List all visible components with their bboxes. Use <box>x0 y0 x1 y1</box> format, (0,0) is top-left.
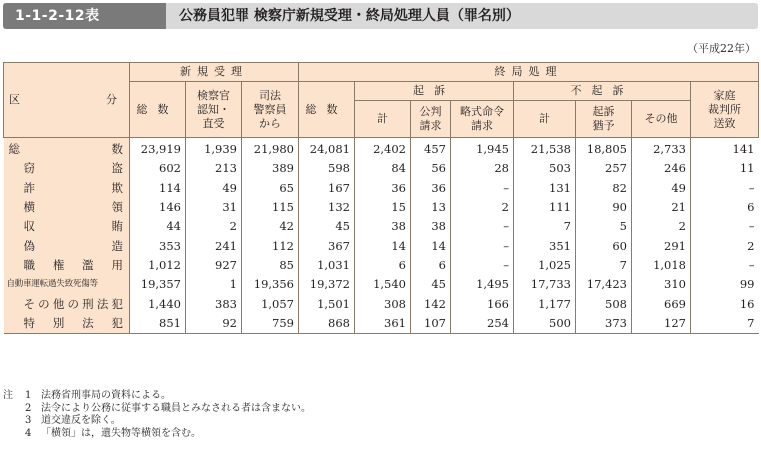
table-cell: 598 <box>299 159 355 178</box>
table-cell: 927 <box>186 256 242 275</box>
table-cell: – <box>451 236 514 255</box>
table-cell: 15 <box>355 198 411 217</box>
table-cell: 1,057 <box>242 294 299 313</box>
table-cell: 868 <box>299 314 355 334</box>
table-title: 公務員犯罪 検察庁新規受理・終局処理人員（罪名別） <box>179 8 520 24</box>
table-cell: 503 <box>514 159 576 178</box>
table-cell: 2 <box>451 198 514 217</box>
table-cell: 7 <box>514 217 576 236</box>
table-cell: 28 <box>451 159 514 178</box>
table-cell: 11 <box>691 159 759 178</box>
table-cell: 167 <box>299 179 355 198</box>
table-cell: 7 <box>691 314 759 334</box>
table-cell: 1,031 <box>299 256 355 275</box>
table-cell: 142 <box>411 294 451 313</box>
table-cell: 38 <box>355 217 411 236</box>
table-cell: 42 <box>242 217 299 236</box>
table-cell: 13 <box>411 198 451 217</box>
table-cell: 82 <box>576 179 632 198</box>
table-cell: 56 <box>411 159 451 178</box>
table-cell: 14 <box>411 236 451 255</box>
table-cell: 2 <box>186 217 242 236</box>
table-cell: 17,733 <box>514 275 576 294</box>
table-cell: 213 <box>186 159 242 178</box>
data-table <box>3 62 759 334</box>
table-cell: 1 <box>186 275 242 294</box>
table-cell: 246 <box>632 159 691 178</box>
table-cell: 16 <box>691 294 759 313</box>
table-cell: 107 <box>411 314 451 334</box>
new-receipt-header: 新規受理 <box>130 63 299 82</box>
table-row <box>4 198 759 217</box>
table-cell: 17,423 <box>576 275 632 294</box>
table-cell: 257 <box>576 159 632 178</box>
table-cell: 111 <box>514 198 576 217</box>
table-cell: 241 <box>186 236 242 255</box>
table-cell: – <box>451 179 514 198</box>
prosecution-header: 起訴 <box>355 82 514 101</box>
table-row <box>4 179 759 198</box>
prosecutor-recognized-header: 検察官 認知・ 直受 <box>186 82 242 138</box>
row-label: 窃盗 <box>4 159 130 178</box>
table-cell: 2 <box>691 236 759 255</box>
new-total-header: 総数 <box>130 82 186 138</box>
table-cell: 23,919 <box>130 138 186 160</box>
row-label: その他の刑法犯 <box>4 294 130 313</box>
table-cell: 1,501 <box>299 294 355 313</box>
table-cell: 115 <box>242 198 299 217</box>
table-cell: 602 <box>130 159 186 178</box>
table-cell: 21,980 <box>242 138 299 160</box>
table-cell: 1,939 <box>186 138 242 160</box>
table-cell: 6 <box>411 256 451 275</box>
table-cell: 166 <box>451 294 514 313</box>
table-cell: 21 <box>632 198 691 217</box>
table-cell: 310 <box>632 275 691 294</box>
other-header: その他 <box>632 101 691 138</box>
table-cell: 669 <box>632 294 691 313</box>
table-cell: 291 <box>632 236 691 255</box>
table-cell: 457 <box>411 138 451 160</box>
kubun-right: 分 <box>106 93 123 106</box>
table-cell: 508 <box>576 294 632 313</box>
table-row <box>4 294 759 313</box>
table-cell: 49 <box>186 179 242 198</box>
row-label: 詐欺 <box>4 179 130 198</box>
final-disposition-header: 終局処理 <box>299 63 759 82</box>
table-cell: 759 <box>242 314 299 334</box>
table-cell: 85 <box>242 256 299 275</box>
family-court-header: 家庭 裁判所 送致 <box>691 82 759 138</box>
table-cell: 389 <box>242 159 299 178</box>
final-total-header: 総数 <box>299 82 355 138</box>
table-cell: 45 <box>299 217 355 236</box>
table-cell: 36 <box>411 179 451 198</box>
non-prosecution-total-header: 計 <box>514 101 576 138</box>
table-cell: 21,538 <box>514 138 576 160</box>
table-cell: 851 <box>130 314 186 334</box>
kubun-left: 区 <box>9 93 26 106</box>
table-cell: 7 <box>576 256 632 275</box>
table-cell: 367 <box>299 236 355 255</box>
table-row <box>4 236 759 255</box>
table-cell: 60 <box>576 236 632 255</box>
table-cell: 2,402 <box>355 138 411 160</box>
table-cell: 1,012 <box>130 256 186 275</box>
table-cell: 99 <box>691 275 759 294</box>
table-cell: 31 <box>186 198 242 217</box>
notes <box>3 390 311 440</box>
suspended-header: 起訴 猶予 <box>576 101 632 138</box>
table-cell: 114 <box>130 179 186 198</box>
table-cell: 44 <box>130 217 186 236</box>
table-cell: 2,733 <box>632 138 691 160</box>
table-cell: 36 <box>355 179 411 198</box>
row-label: 職権濫用 <box>4 256 130 275</box>
table-row <box>4 275 759 294</box>
table-body <box>4 138 759 334</box>
table-cell: 38 <box>411 217 451 236</box>
note-item: 注 1 法務省刑事局の資料による。 <box>3 390 171 401</box>
table-cell: 361 <box>355 314 411 334</box>
unit-label: （平成22年） <box>687 42 756 55</box>
table-cell: 1,018 <box>632 256 691 275</box>
summary-order-header: 略式命令 請求 <box>451 101 514 138</box>
table-cell: 383 <box>186 294 242 313</box>
table-row <box>4 256 759 275</box>
public-trial-header: 公判 請求 <box>411 101 451 138</box>
note-item: 3 道交違反を除く。 <box>25 415 121 426</box>
table-cell: 19,372 <box>299 275 355 294</box>
table-cell: 112 <box>242 236 299 255</box>
table-cell: 19,356 <box>242 275 299 294</box>
title-bar <box>3 3 758 29</box>
table-id: 1-1-2-12表 <box>3 3 166 29</box>
table-cell: 146 <box>130 198 186 217</box>
table-cell: 1,177 <box>514 294 576 313</box>
table-cell: – <box>691 256 759 275</box>
table-cell: 132 <box>299 198 355 217</box>
table-cell: 90 <box>576 198 632 217</box>
table-cell: 131 <box>514 179 576 198</box>
data-table-wrapper <box>3 62 759 334</box>
table-cell: 65 <box>242 179 299 198</box>
table-cell: 19,357 <box>130 275 186 294</box>
kubun-header <box>4 63 130 138</box>
table-cell: 308 <box>355 294 411 313</box>
table-cell: 141 <box>691 138 759 160</box>
note-item: 2 法令により公務に従事する職員とみなされる者は含まない。 <box>25 402 311 414</box>
table-cell: 254 <box>451 314 514 334</box>
table-cell: 6 <box>691 198 759 217</box>
judicial-police-header: 司法 警察員 から <box>242 82 299 138</box>
table-cell: – <box>451 217 514 236</box>
table-cell: 84 <box>355 159 411 178</box>
table-cell: – <box>451 256 514 275</box>
table-row-total <box>4 138 759 160</box>
table-cell: 5 <box>576 217 632 236</box>
row-label: 収賄 <box>4 217 130 236</box>
row-label: 特別法犯 <box>4 314 130 334</box>
table-cell: 500 <box>514 314 576 334</box>
table-cell: 1,945 <box>451 138 514 160</box>
table-row <box>4 314 759 334</box>
table-cell: 1,440 <box>130 294 186 313</box>
table-cell: 6 <box>355 256 411 275</box>
note-item: 4 「横領」は，遺失物等横領を含む。 <box>25 427 201 439</box>
table-cell: 2 <box>632 217 691 236</box>
table-cell: 1,025 <box>514 256 576 275</box>
notes-head: 注 <box>3 390 13 401</box>
table-cell: 127 <box>632 314 691 334</box>
non-prosecution-header: 不起訴 <box>514 82 691 101</box>
row-label: 横領 <box>4 198 130 217</box>
table-cell: 24,081 <box>299 138 355 160</box>
table-cell: 92 <box>186 314 242 334</box>
table-row <box>4 217 759 236</box>
table-cell: 351 <box>514 236 576 255</box>
table-cell: 45 <box>411 275 451 294</box>
table-cell: 353 <box>130 236 186 255</box>
table-cell: – <box>691 179 759 198</box>
row-label: 偽造 <box>4 236 130 255</box>
table-cell: 1,540 <box>355 275 411 294</box>
table-cell: – <box>691 217 759 236</box>
prosecution-total-header: 計 <box>355 101 411 138</box>
table-cell: 373 <box>576 314 632 334</box>
table-cell: 49 <box>632 179 691 198</box>
table-cell: 14 <box>355 236 411 255</box>
table-cell: 18,805 <box>576 138 632 160</box>
table-row <box>4 159 759 178</box>
table-cell: 1,495 <box>451 275 514 294</box>
row-label: 自動車運転過失致死傷等 <box>4 275 130 294</box>
row-label: 総数 <box>4 138 130 160</box>
